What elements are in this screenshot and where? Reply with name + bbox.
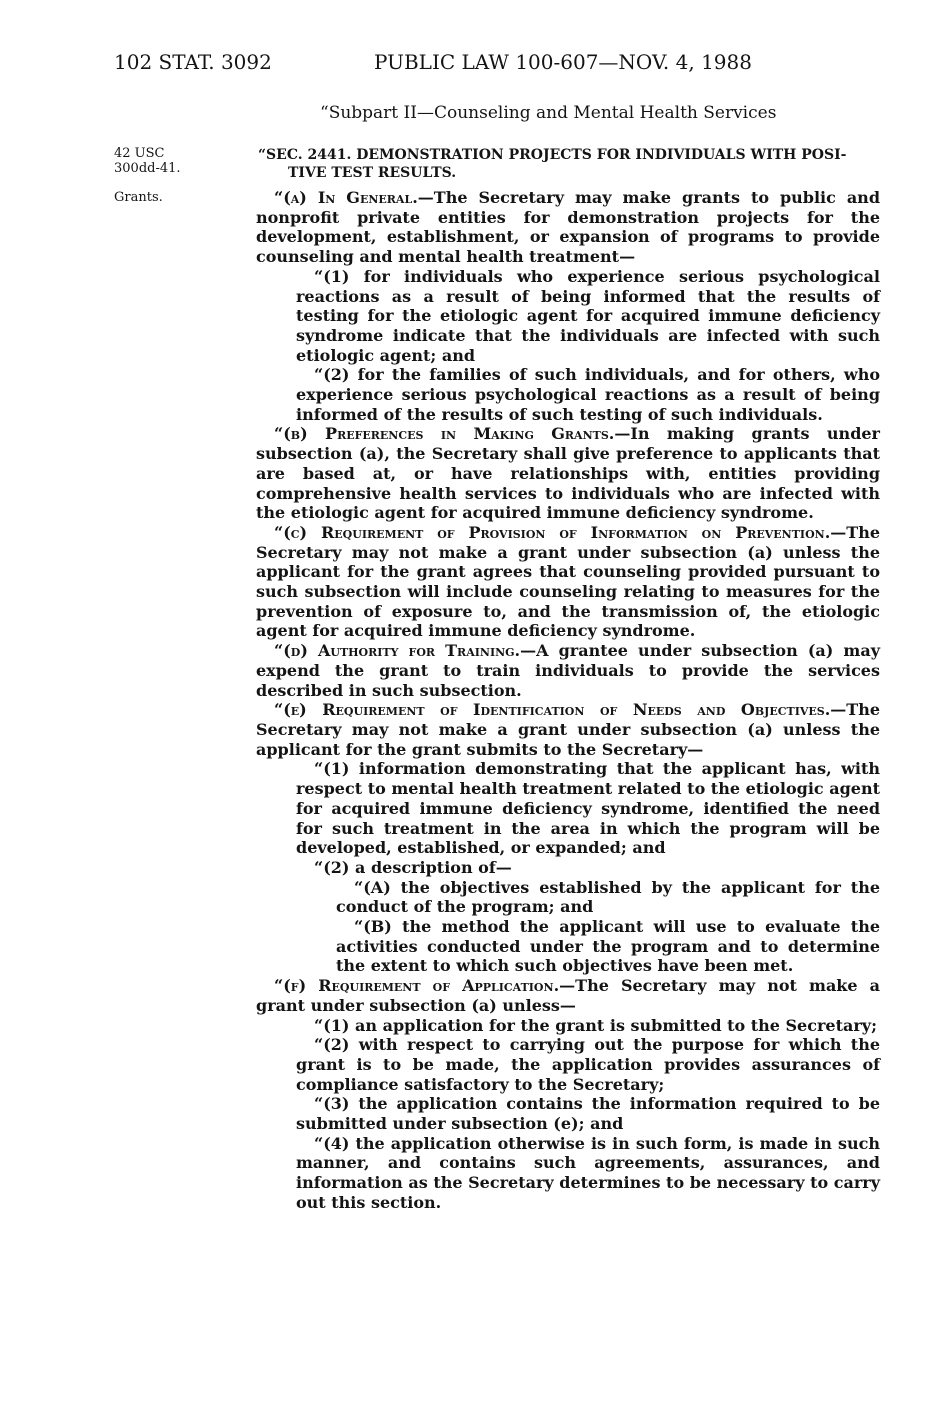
paragraph-a-2: “(2) for the families of such individuals, and for others, who experience serious psychological reactions as a result of being informed of the results of such testing of such individuals. (296, 365, 880, 424)
paragraph-f-1: “(1) an application for the grant is submitted to the Secretary; (314, 1015, 877, 1035)
usc-citation-line1: 42 USC (114, 146, 165, 161)
subsection-c-heading: “(c) Requirement of Provision of Information on Prevention. (274, 522, 831, 542)
subsection-e-text: —The Secretary may not make a grant under subsection (a) unless the applicant for the grant submits to the Secretary— (256, 700, 880, 759)
subsection-d-heading: “(d) Authority for Training. (274, 641, 521, 661)
stat-page-number: 102 STAT. 3092 (114, 50, 272, 74)
subsection-a-text: —The Secretary may make grants to public and nonprofit private entities for demonstration projects for the development, establishment, or expansion of programs to provide counseling and mental health treatment— (256, 188, 881, 267)
section-body (256, 188, 880, 1213)
subsection-b (256, 424, 880, 523)
subsection-c-text: —The Secretary may not make a grant under subsection (a) unless the applicant for the grant agrees that counseling provided pursuant to such subsection will include counseling relating to measures for the prevention of exposure to, and the transmission of, the etiologic agent for acquired immune deficiency syndrome. (256, 522, 880, 641)
paragraph-f-4: “(4) the application otherwise is in such form, is made in such manner, and contains such agreements, assurances, and information as the Secretary determines to be necessary to carry out this section. (296, 1133, 880, 1212)
paragraph-f-3: “(3) the application contains the information required to be submitted under subsection (e); and (296, 1094, 880, 1134)
section-heading-line1: “SEC. 2441. DEMONSTRATION PROJECTS FOR INDIVIDUALS WITH POSI- (258, 147, 847, 163)
paragraph-e-2: “(2) a description of— (314, 857, 512, 877)
section-heading (258, 146, 878, 182)
subparagraph-e-2-a: “(A) the objectives established by the applicant for the conduct of the program; and (336, 877, 880, 917)
subparagraph-e-2-b: “(B) the method the applicant will use to evaluate the activities conducted under the program and to determine the extent to which such objectives have been met. (336, 917, 880, 976)
section-heading-line2: TIVE TEST RESULTS. (288, 165, 457, 181)
subsection-a (256, 188, 880, 267)
grants-note: Grants. (114, 190, 163, 205)
subsection-c (256, 523, 880, 641)
subsection-d-text: —A grantee under subsection (a) may expend the grant to train individuals to provide the services described in such subsection. (256, 641, 880, 700)
page-header (114, 50, 874, 86)
subsection-e-heading: “(e) Requirement of Identification of Needs and Objectives. (274, 700, 831, 720)
paragraph-e-1: “(1) information demonstrating that the applicant has, with respect to mental health treatment related to the etiologic agent for acquired immune deficiency syndrome, identified the need for such treatment in the area in which the program will be developed, established, or expanded; and (296, 759, 880, 858)
subsection-b-text: —In making grants under subsection (a), the Secretary shall give preference to applicants that are based at, or have relationships with, entities providing comprehensive health services to individuals who are infected with the etiologic agent for acquired immune deficiency syndrome. (256, 424, 880, 523)
paragraph-a-1: “(1) for individuals who experience serious psychological reactions as a result of being informed that the results of testing for the etiologic agent for acquired immune deficiency syndrome indicate that the individuals are infected with such etiologic agent; and (296, 266, 880, 365)
subsection-f-heading: “(f) Requirement of Application. (274, 976, 560, 996)
subsection-d (256, 641, 880, 700)
subsection-f (256, 976, 880, 1015)
usc-citation-note (114, 146, 181, 176)
public-law-title: PUBLIC LAW 100-607—NOV. 4, 1988 (374, 50, 752, 74)
subsection-f-text: —The Secretary may not make a grant under subsection (a) unless— (256, 976, 881, 1015)
paragraph-f-2: “(2) with respect to carrying out the purpose for which the grant is to be made, the application provides assurances of compliance satisfactory to the Secretary; (296, 1035, 880, 1094)
subsection-e (256, 700, 880, 759)
subpart-heading: “Subpart II—Counseling and Mental Health Services (320, 103, 777, 123)
subsection-b-heading: “(b) Preferences in Making Grants. (274, 424, 615, 444)
subsection-a-heading: “(a) In General. (274, 188, 418, 207)
usc-citation-line2: 300dd-41. (114, 161, 181, 176)
